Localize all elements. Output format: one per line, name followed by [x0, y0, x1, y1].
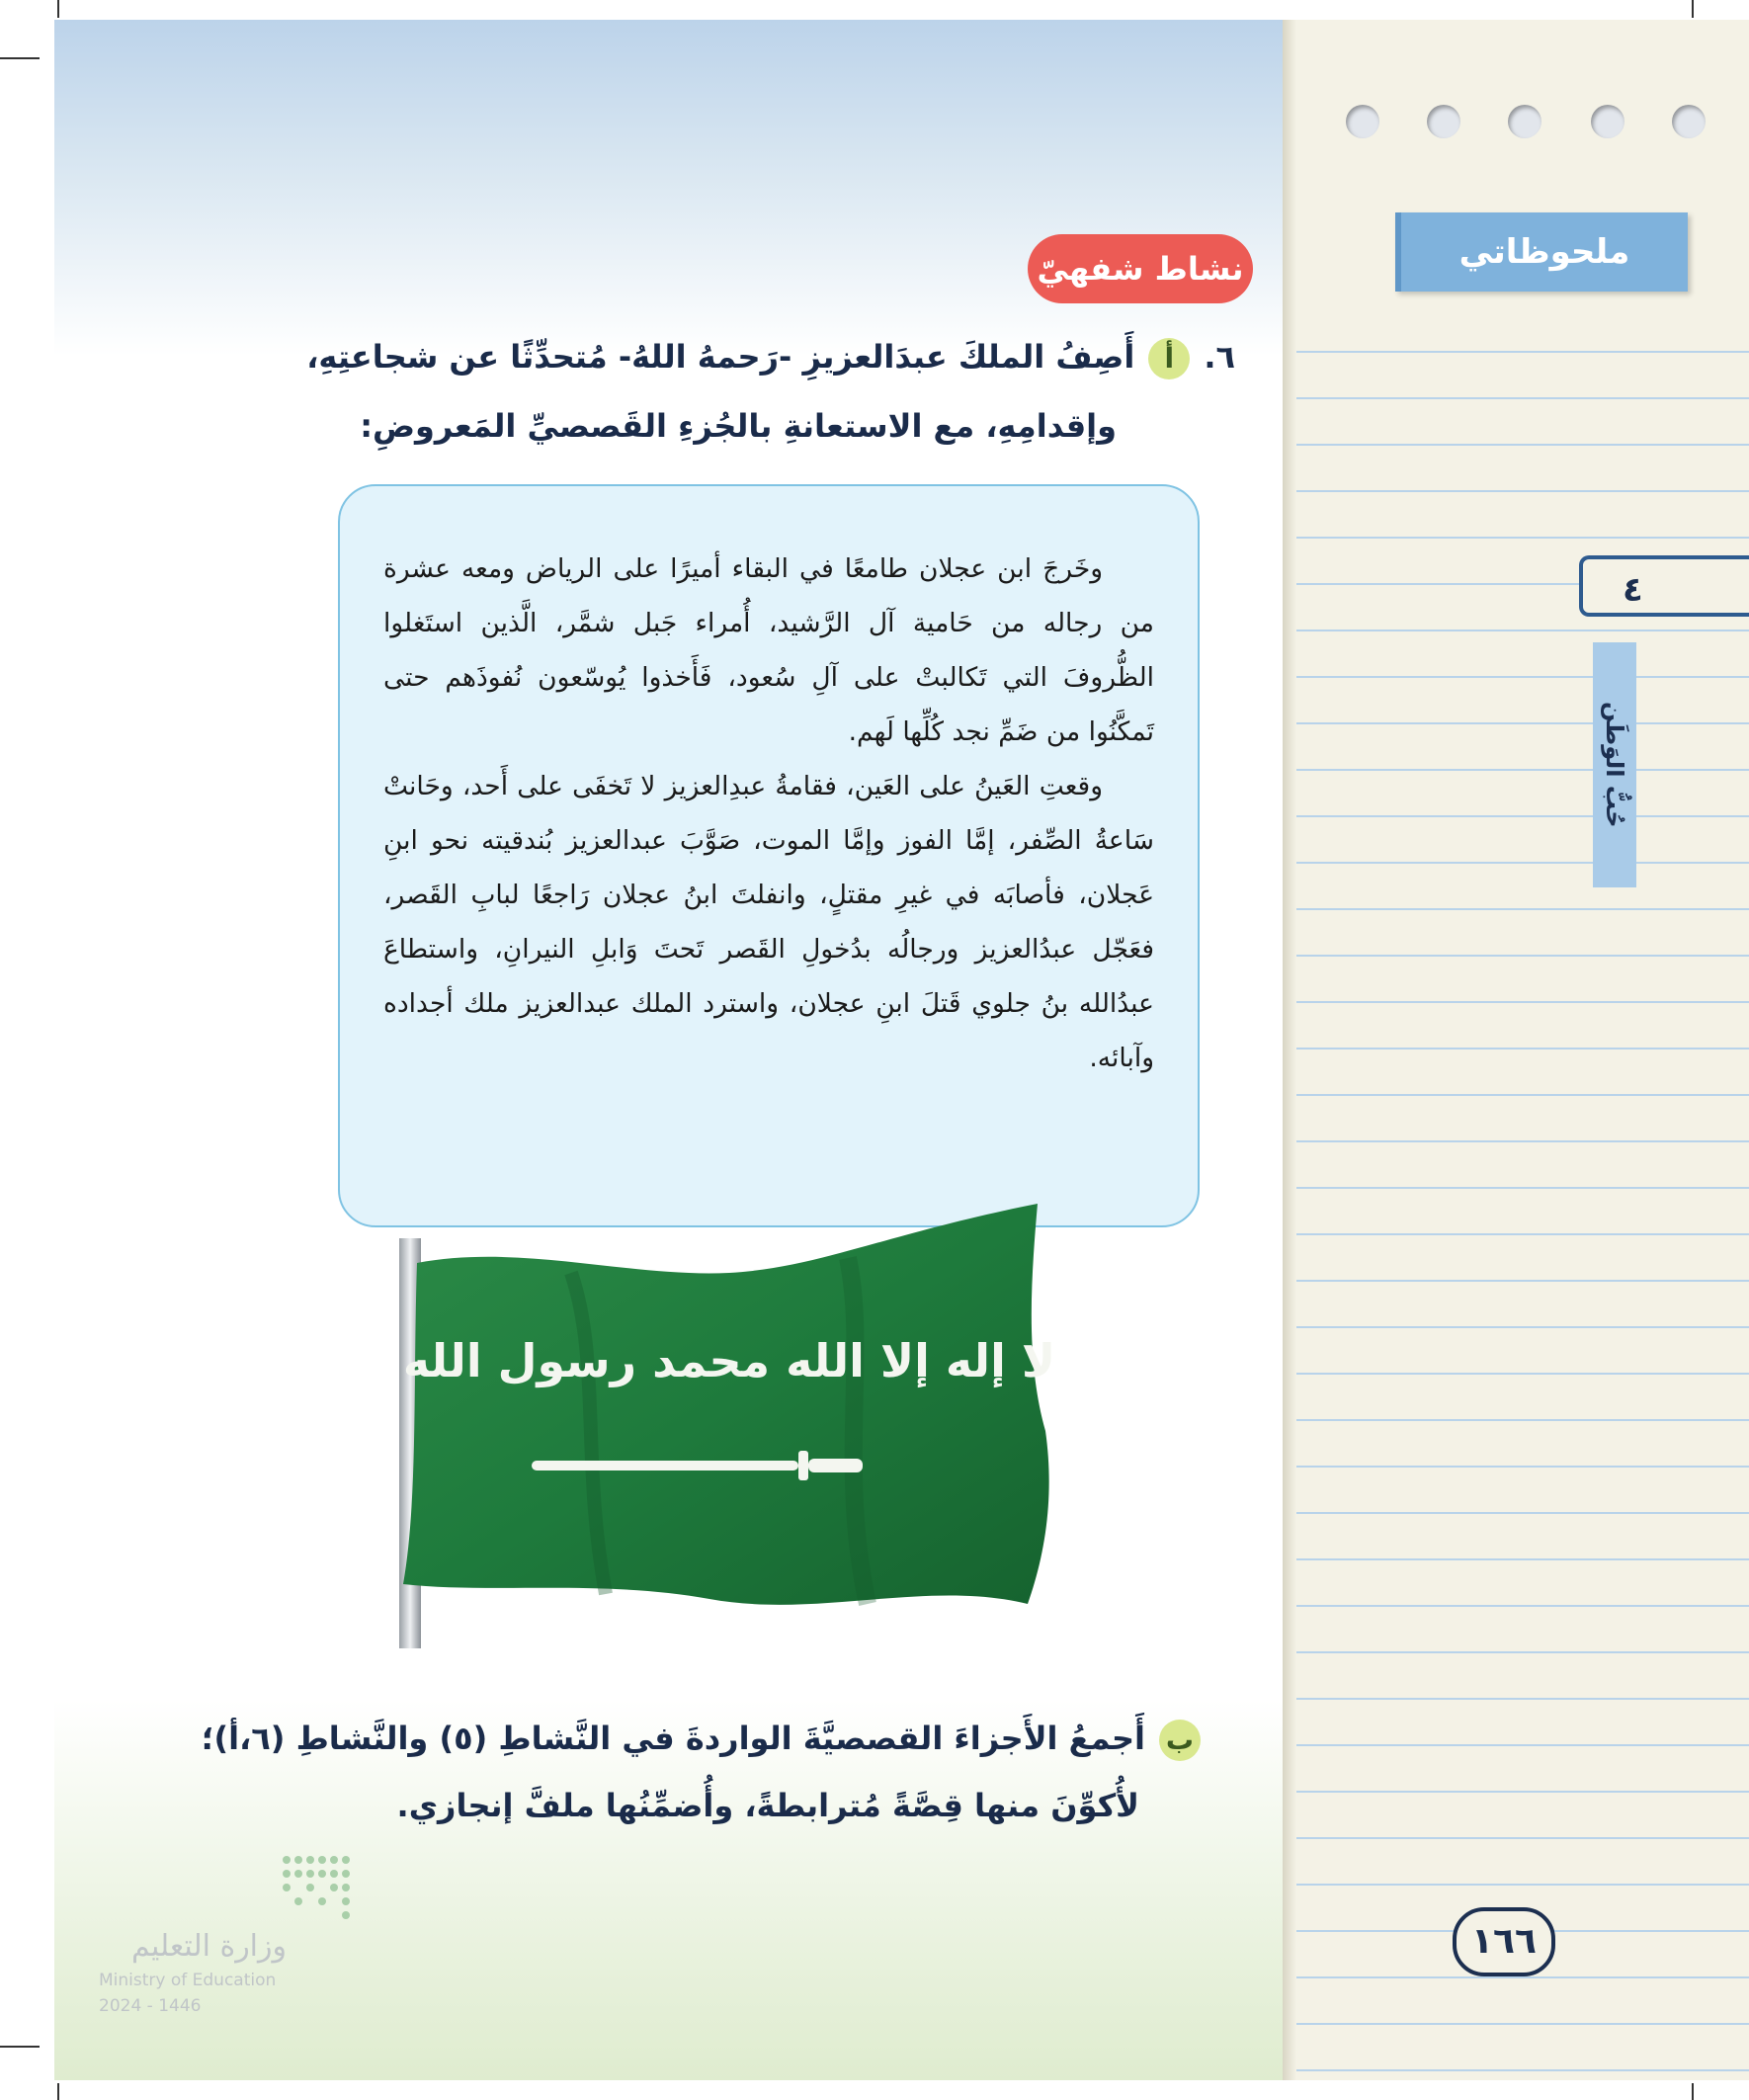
notes-panel [1294, 20, 1749, 2080]
question-b-line-1 [202, 1720, 1201, 1761]
flag-shahada: لا إله إلا الله محمد رسول الله [402, 1334, 1056, 1387]
binder-hole [1591, 105, 1624, 138]
binder-hole [1427, 105, 1460, 138]
crop-mark [1692, 2083, 1694, 2100]
crop-mark [0, 57, 40, 59]
unit-title: حُبُّ الوَطَن [1593, 642, 1636, 887]
notes-title: ملحوظاتي [1395, 212, 1688, 292]
flag-cloth [403, 1204, 1049, 1605]
crop-mark [57, 0, 59, 18]
question-number: ٦. [1204, 338, 1235, 376]
page-number: ١٦٦ [1453, 1907, 1555, 1976]
ministry-name-arabic: وزارة التعليم [130, 1929, 287, 1964]
story-paragraph: وقعتِ العَينُ على العَين، فقامةُ عبدِالعزيز لا تَخفَى على أَحد، وحَانتْ سَاعةُ الصِّفر، إمَّا الفوز وإمَّا الموت، صَوَّبَ عبدالعزيز بُندقيته نحو ابنِ عَجلان، فأصابَه في غيرِ مقتلٍ، وانفلتَ ابنُ عجلان رَاجعًا لبابِ القَصر، فعَجّل عبدُالعزيز ورجالُه بدُخولِ القَصر تَحتَ وَابلِ النيرانِ، واستطاعَ عبدُالله بنُ جلوي قَتلَ ابنِ عجلان، واسترد الملك عبدالعزيز ملك أجداده وآبائه. [383, 771, 1154, 1073]
oral-activity-badge: نشاط شفهيّ [1028, 234, 1253, 303]
question-letter-badge: أ [1148, 338, 1190, 379]
binder-hole [1672, 105, 1706, 138]
ministry-name-english: Ministry of Education [99, 1971, 277, 1990]
question-text: أَصِفُ الملكَ عبدَالعزيزِ -رَحمهُ اللهُ- مُتحدِّثًا عن شجاعتِهِ، [306, 338, 1135, 376]
story-paragraph: وخَرجَ ابن عجلان طامعًا في البقاء أميرًا على الرياض ومعه عشرة من رجاله من حَامية آل الرَّشيد، أُمراء جَبل شمَّر، الَّذين استَغلوا الظُّروفَ التي تَكالبتْ على آلِ سُعود، فَأَخذوا يُوسّعون نُفوذَهم حتى تَمكَّنُوا من ضَمِّ نجد كُلِّها لَهم. [383, 553, 1154, 747]
crop-mark [57, 2083, 59, 2100]
notebook-spine [1283, 20, 1296, 2080]
question-text: وإقدامِهِ، مع الاستعانةِ بالجُزءِ القَصصيِّ المَعروضِ: [360, 407, 1117, 445]
crop-mark [1692, 0, 1694, 18]
binder-hole [1508, 105, 1541, 138]
question-6-line-2 [360, 407, 1117, 445]
question-6-line-1 [306, 338, 1235, 379]
saudi-flag-image [374, 1204, 1065, 1648]
story-text [383, 542, 1154, 1085]
question-b-line-2 [397, 1787, 1139, 1824]
question-text: لأُكوِّنَ منها قِصَّةً مُترابطةً، وأُضمِّنُها ملفَّ إنجازي. [396, 1787, 1139, 1824]
ministry-year: 2024 - 1446 [99, 1996, 202, 2016]
question-text: أَجمعُ الأَجزاءَ القصصيَّةَ الواردةَ في النَّشاطِ (٥) والنَّشاطِ (٦،أ)؛ [201, 1720, 1145, 1757]
crop-mark [0, 2046, 40, 2048]
binder-hole [1346, 105, 1379, 138]
question-letter-badge: ب [1159, 1720, 1201, 1761]
unit-number: ٤ [1579, 555, 1749, 617]
